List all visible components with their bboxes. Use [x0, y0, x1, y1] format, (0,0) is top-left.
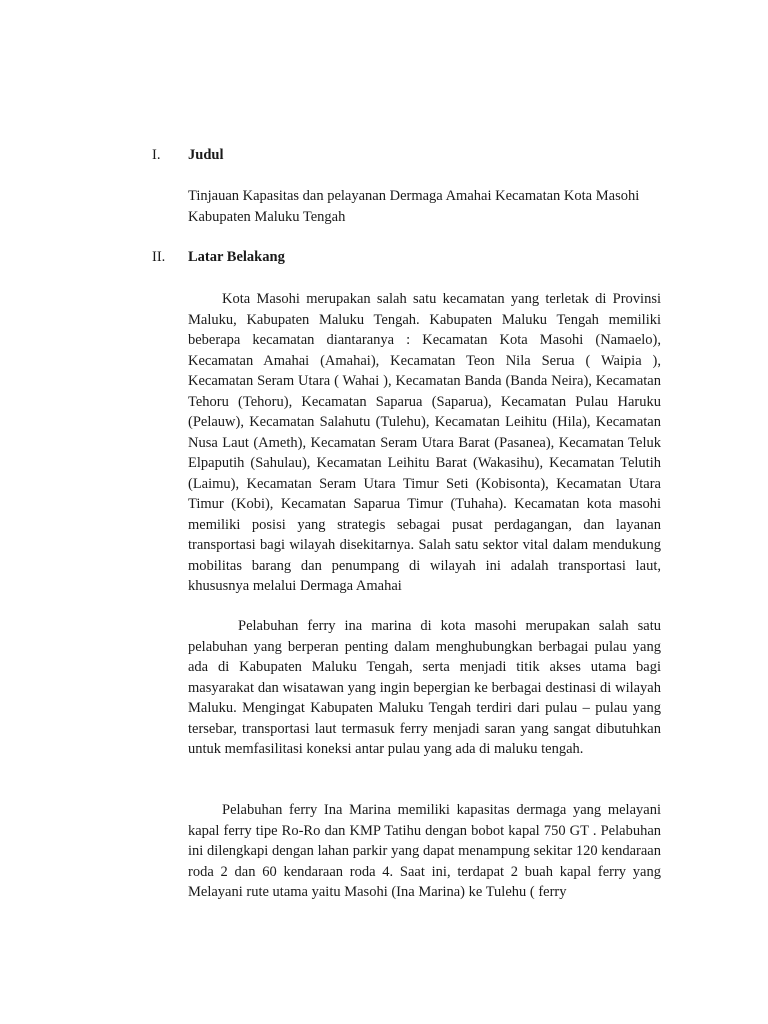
section-title: Latar Belakang [188, 249, 285, 265]
section-number: II. [152, 249, 166, 265]
body-paragraph-1: Kota Masohi merupakan salah satu kecamatan yang terletak di Provinsi Maluku, Kabupaten Maluku Tengah. Kabupaten Maluku Tengah memiliki beberapa kecamatan diantaranya : Kecamatan Kota Masohi (Namaelo), Kecamatan Amahai (Amahai), Kecamatan Teon Nila Serua ( Waipia ), Kecamatan Seram Utara ( Wahai ), Kecamatan Banda (Banda Neira), Kecamatan Tehoru (Tehoru), Kecamatan Saparua (Saparua), Kecamatan Pulau Haruku (Pelauw), Kecamatan Salahutu (Tulehu), Kecamatan Leihitu (Hila), Kecamatan Nusa Laut (Ameth), Kecamatan Seram Utara Barat (Pasanea), Kecamatan Teluk Elpaputih (Sahulau), Kecamatan Leihitu Barat (Wakasihu), Kecamatan Telutih (Laimu), Kecamatan Seram Utara Timur Seti (Kobisonta), Kecamatan Utara Timur (Kobi), Kecamatan Saparua Timur (Tuhaha). Kecamatan kota masohi memiliki posisi yang strategis sebagai pusat perdagangan, dan layanan transportasi bagi wilayah disekitarnya. Salah satu sektor vital dalam mendukung mobilitas barang dan penumpang di wilayah ini adalah transportasi laut, khususnya melalui Dermaga Amahai [188, 291, 661, 594]
section-number: I. [152, 147, 161, 163]
section-title: Judul [188, 147, 224, 163]
body-paragraph-3: Pelabuhan ferry Ina Marina memiliki kapasitas dermaga yang melayani kapal ferry tipe Ro-Ro dan KMP Tatihu dengan bobot kapal 750 GT . Pelabuhan ini dilengkapi dengan lahan parkir yang dapat menampung sekitar 120 kendaraan roda 2 dan 60 kendaraan roda 4. Saat ini, terdapat 2 buah kapal ferry yang Melayani rute utama yaitu Masohi (Ina Marina) ke Tulehu ( ferry [188, 802, 661, 900]
title-paragraph: Tinjauan Kapasitas dan pelayanan Dermaga Amahai Kecamatan Kota Masohi Kabupaten Maluku Tengah [188, 188, 640, 225]
body-paragraph-2: Pelabuhan ferry ina marina di kota masohi merupakan salah satu pelabuhan yang berperan penting dalam menghubungkan berbagai pulau yang ada di Kabupaten Maluku Tengah, serta menjadi titik akses utama bagi masyarakat dan wisatawan yang ingin bepergian ke berbagai destinasi di wilayah Maluku. Mengingat Kabupaten Maluku Tengah terdiri dari pulau – pulau yang tersebar, transportasi laut termasuk ferry menjadi saran yang sangat dibutuhkan untuk memfasilitasi koneksi antar pulau yang ada di maluku tengah. [188, 618, 661, 757]
